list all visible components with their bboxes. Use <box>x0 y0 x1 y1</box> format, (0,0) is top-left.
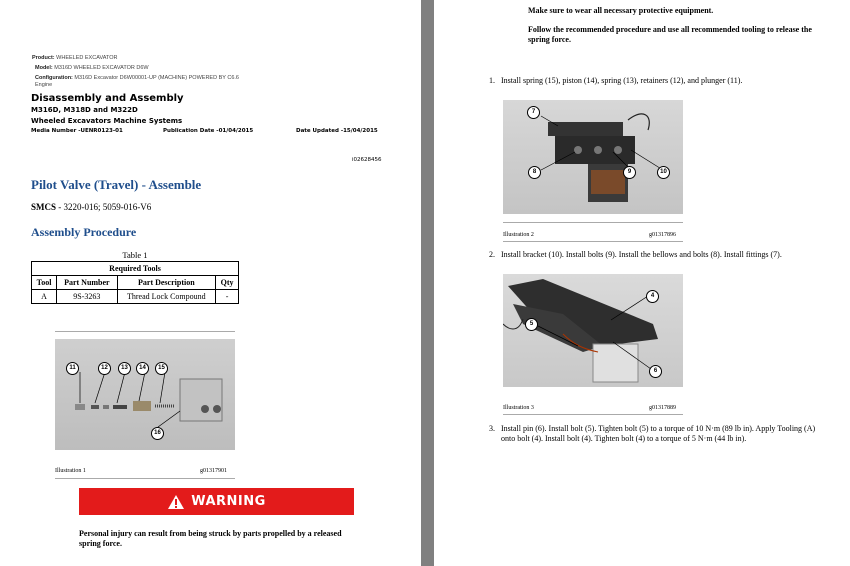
doc-title: Disassembly and Assembly <box>31 93 184 104</box>
doc-models: M316D, M318D and M322D <box>31 106 138 114</box>
divider <box>503 414 683 415</box>
table-cell: Thread Lock Compound <box>117 290 216 304</box>
table-header: Part Description <box>117 276 216 290</box>
doc-id: i02628456 <box>352 157 382 163</box>
divider <box>503 241 683 242</box>
step-2-text: Install bracket (10). Install bolts (9). Install the bellows and bolts (8). Install fittings (7). <box>501 250 782 259</box>
warning-banner <box>79 488 354 515</box>
valve-parts-image <box>55 339 235 450</box>
callout-7: 7 <box>527 106 540 119</box>
callout-14: 14 <box>136 362 149 375</box>
step-3-number: 3. <box>489 424 495 433</box>
step-3-text: Install pin (6). Install bolt (5). Tighten bolt (5) to a torque of 10 N·m (89 lb in). Apply Tooling (A) onto bolt (4). Install bolt (4). Tighten bolt (4) to a torque of 5 N·m (44 lb in). <box>501 424 816 443</box>
protective-note: Make sure to wear all necessary protective equipment. <box>528 6 714 15</box>
required-tools-table <box>31 261 239 304</box>
config-row: Configuration: M316D Excavator D6W00001-UP (MACHINE) POWERED BY C6.6 <box>35 75 239 81</box>
divider <box>55 331 235 332</box>
table-header: Qty <box>216 276 239 290</box>
table-header: Tool <box>32 276 57 290</box>
table-cell: A <box>32 290 57 304</box>
warning-text: Personal injury can result from being struck by parts propelled by a released spring force. <box>79 529 342 548</box>
doc-systems: Wheeled Excavators Machine Systems <box>31 117 183 125</box>
step-2-number: 2. <box>489 250 495 259</box>
callout-4: 4 <box>646 290 659 303</box>
callout-16: 16 <box>151 427 164 440</box>
callout-11: 11 <box>66 362 79 375</box>
model-row: Model: M316D WHEELED EXCAVATOR D6W <box>35 65 149 71</box>
table-cell: 9S-3263 <box>57 290 117 304</box>
callout-13: 13 <box>118 362 131 375</box>
illustration-3-label: Illustration 3 <box>503 405 534 411</box>
right-page <box>434 0 850 566</box>
callout-12: 12 <box>98 362 111 375</box>
table-caption: Table 1 <box>122 250 148 260</box>
illustration-2-label: Illustration 2 <box>503 232 534 238</box>
table-cell: - <box>216 290 239 304</box>
illustration-3-photo <box>503 274 683 387</box>
procedure-note: Follow the recommended procedure and use all recommended tooling to release the spring force. <box>528 25 812 44</box>
callout-9: 9 <box>623 166 636 179</box>
callout-6: 6 <box>649 365 662 378</box>
section-title: Pilot Valve (Travel) - Assemble <box>31 177 202 192</box>
warning-triangle-icon <box>167 494 185 510</box>
table-header: Part Number <box>57 276 117 290</box>
illustration-3-code: g01317889 <box>649 405 676 411</box>
divider <box>55 478 235 479</box>
callout-8: 8 <box>528 166 541 179</box>
date-updated: Date Updated -15/04/2015 <box>296 128 378 134</box>
procedure-title: Assembly Procedure <box>31 225 137 239</box>
illustration-1-photo <box>55 339 235 450</box>
step-1-text: Install spring (15), piston (14), spring (13), retainers (12), and plunger (11). <box>501 76 743 85</box>
callout-15: 15 <box>155 362 168 375</box>
table-title: Required Tools <box>32 262 239 276</box>
callout-5: 5 <box>525 318 538 331</box>
illustration-1-label: Illustration 1 <box>55 468 86 474</box>
divider <box>503 222 683 223</box>
config-row-2: Engine <box>35 82 53 88</box>
step-1-number: 1. <box>489 76 495 85</box>
publication-date: Publication Date -01/04/2015 <box>163 128 254 134</box>
illustration-2-code: g01317896 <box>649 232 676 238</box>
table-row <box>32 290 239 304</box>
illustration-2-photo <box>503 100 683 214</box>
callout-10: 10 <box>657 166 670 179</box>
left-page <box>0 0 421 566</box>
illustration-1-code: g01317901 <box>200 468 227 474</box>
product-row: Product: WHEELED EXCAVATOR <box>32 55 118 61</box>
media-number: Media Number -UENR0123-01 <box>31 128 123 134</box>
warning-label: WARNING <box>191 494 266 509</box>
smcs-line: SMCS - 3220-016; 5059-016-V6 <box>31 202 152 212</box>
